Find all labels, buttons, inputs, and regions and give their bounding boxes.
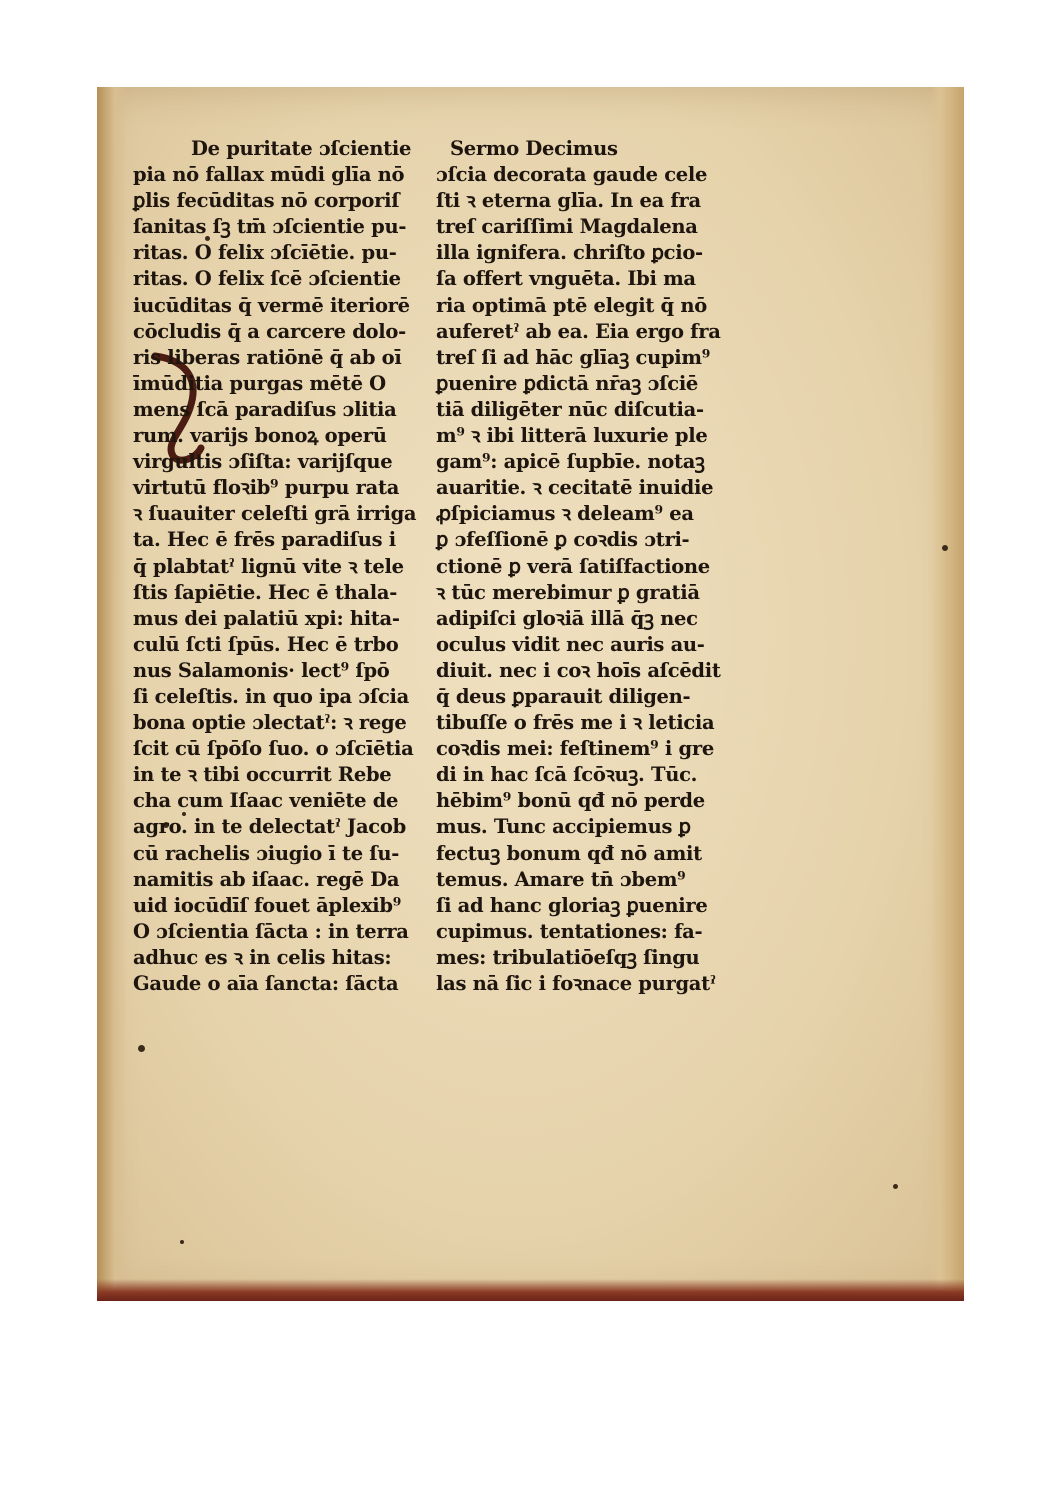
text-line: ris liberas ratiōnē q̄ ab oī <box>133 345 402 369</box>
text-line: ꝛ tūc merebimur ꝑ gratiā <box>436 580 700 604</box>
text-line: q̄ plabtatˀ lignū vite ꝛ tele <box>133 554 404 578</box>
text-line: gam⁹: apicē ſupbīe. notaꝫ <box>436 450 705 474</box>
text-line: oculus vidit nec auris au- <box>436 632 705 656</box>
worm-hole-6 <box>942 545 948 551</box>
worm-hole-4 <box>138 1045 145 1052</box>
text-line: illa ignifera. chriſto ꝑcio- <box>436 241 703 265</box>
text-line: ſcit cū ſpōſo ſuo. o ɔſcīētia <box>133 737 414 761</box>
text-line: di in hac ſcā ſcōꝛuꝫ. Tūc. <box>436 763 698 787</box>
text-line: las nā ſic i foꝛnace purgatˀ <box>436 972 716 995</box>
page-edge-right <box>930 87 964 1301</box>
text-line: uid iocūdīſ fouet āplexib⁹ <box>133 893 401 917</box>
text-line: pia nō fallax mūdi glīa nō <box>133 163 405 187</box>
text-line: ꝑ ɔfeſſionē ꝑ coꝛdis ɔtri- <box>436 528 690 552</box>
text-line: in te ꝛ tibi occurrit Rebe <box>133 763 392 787</box>
text-line: mus dei palatiū xpi: hita- <box>133 606 400 630</box>
text-line: ſa offert vnguēta. Ibi ma <box>436 267 696 291</box>
text-line: adipiſci gloꝛiā illā q̄ꝫ nec <box>436 606 698 630</box>
text-line: nus Salamonis· lect⁹ ſpō <box>133 658 390 682</box>
right-running-heading: Sermo Decimus <box>450 137 618 160</box>
text-line: m⁹ ꝛ ibi litterā luxurie ple <box>436 424 708 448</box>
text-line: cōcludis q̄ a carcere dolo- <box>133 319 406 343</box>
text-line: namitis ab iſaac. regē Da <box>133 867 400 891</box>
text-line: ritas. O felix ɔſcīētie. pu- <box>133 241 397 265</box>
text-line: auferetˀ ab ea. Eia ergo fra <box>436 319 721 343</box>
text-line: cupimus. tentationes: fa- <box>436 919 703 943</box>
text-line: īmūditia purgas mētē O <box>133 371 386 395</box>
text-line: temus. Amare tn̄ ɔbem⁹ <box>436 867 686 891</box>
text-line: culū ſcti ſpūs. Hec ē trbo <box>133 632 399 656</box>
text-line: ꝑuenire ꝑdictā nr̄aꝫ ɔſciē <box>436 371 699 395</box>
text-line: ta. Hec ē frēs paradiſus i <box>133 528 396 552</box>
text-line: ſti ꝛ eterna glīa. In ea fra <box>436 189 701 213</box>
page-edge-bottom <box>97 1279 964 1301</box>
text-line: diuit. nec i coꝛ hoīs aſcēdit <box>436 658 721 682</box>
text-line: ria optimā ptē elegit q̄ nō <box>436 293 707 317</box>
worm-hole-7 <box>893 1184 898 1189</box>
text-line: tiā diligēter nūc diſcutia- <box>436 397 704 421</box>
text-line: bona optie ɔlectatˀ: ꝛ rege <box>133 711 407 735</box>
text-line: adhuc es ꝛ in celis hitas: <box>133 945 392 969</box>
text-line: ꝑlis fecūditas nō corporiſ <box>133 189 400 213</box>
text-line: treſ cariſſimi Magdalena <box>436 215 698 239</box>
text-line: ſanitas ſꝫ tm̄ ɔſcientie pu- <box>133 215 407 239</box>
text-line: hēbim⁹ bonū qđ nō perde <box>436 789 705 813</box>
worm-hole-5 <box>180 1240 184 1244</box>
text-line: mes: tribulatiōeſqꝫ ſingu <box>436 945 700 969</box>
text-line: q̄ deus ꝑparauit diligen- <box>436 684 691 708</box>
text-line: ɔſcia decorata gaude cele <box>436 163 708 187</box>
page-gutter-left <box>97 87 127 1301</box>
text-line: coꝛdis mei: feſtinem⁹ i gre <box>436 737 714 761</box>
text-line: mens ſcā paradiſus ɔlitia <box>133 397 397 421</box>
text-line: ꝓſpiciamus ꝛ deleam⁹ ea <box>436 502 694 526</box>
text-line: ſi celeſtis. in quo ipa ɔſcia <box>133 684 409 708</box>
text-line: ſtis ſapiētie. Hec ē thala- <box>133 580 397 604</box>
text-line: virtutū floꝛib⁹ purpu rata <box>133 476 400 500</box>
text-line: ritas. O felix ſcē ɔſcientie <box>133 267 401 291</box>
left-text-column <box>133 136 416 997</box>
text-line: mus. Tunc accipiemus ꝑ <box>436 815 691 839</box>
text-line: Gaude o aīa ſancta: ſācta <box>133 972 399 995</box>
text-line: treſ ſi ad hāc glīaꝫ cupim⁹ <box>436 345 710 369</box>
text-line: ſi ad hanc gloriaꝫ ꝑuenire <box>436 893 708 917</box>
text-line: virgultis ɔſiſta: varijſque <box>133 450 393 474</box>
text-line: ctionē ꝑ verā ſatiſfactione <box>436 554 710 578</box>
left-running-heading: De puritate ɔſcientie <box>191 137 412 160</box>
right-text-column <box>436 136 721 997</box>
text-line: agro. in te delectatˀ Jacob <box>133 815 406 839</box>
text-line: cū rachelis ɔiugio ī te ſu- <box>133 841 400 865</box>
text-line: cha cum Iſaac veniēte de <box>133 789 399 813</box>
text-line: fectuꝫ bonum qđ nō amit <box>436 841 702 865</box>
text-line: tibuſſe o frēs me i ꝛ leticia <box>436 711 715 735</box>
text-line: rum. varijs bonoꝝ operū <box>133 424 387 448</box>
text-line: ꝛ ſuauiter celeſti grā irriga <box>133 502 417 526</box>
text-line: iucūditas q̄ vermē iteriorē <box>133 293 410 317</box>
text-line: auaritie. ꝛ cecitatē inuidie <box>436 476 714 500</box>
text-line: O ɔſcientia ſācta : in terra <box>133 919 409 943</box>
